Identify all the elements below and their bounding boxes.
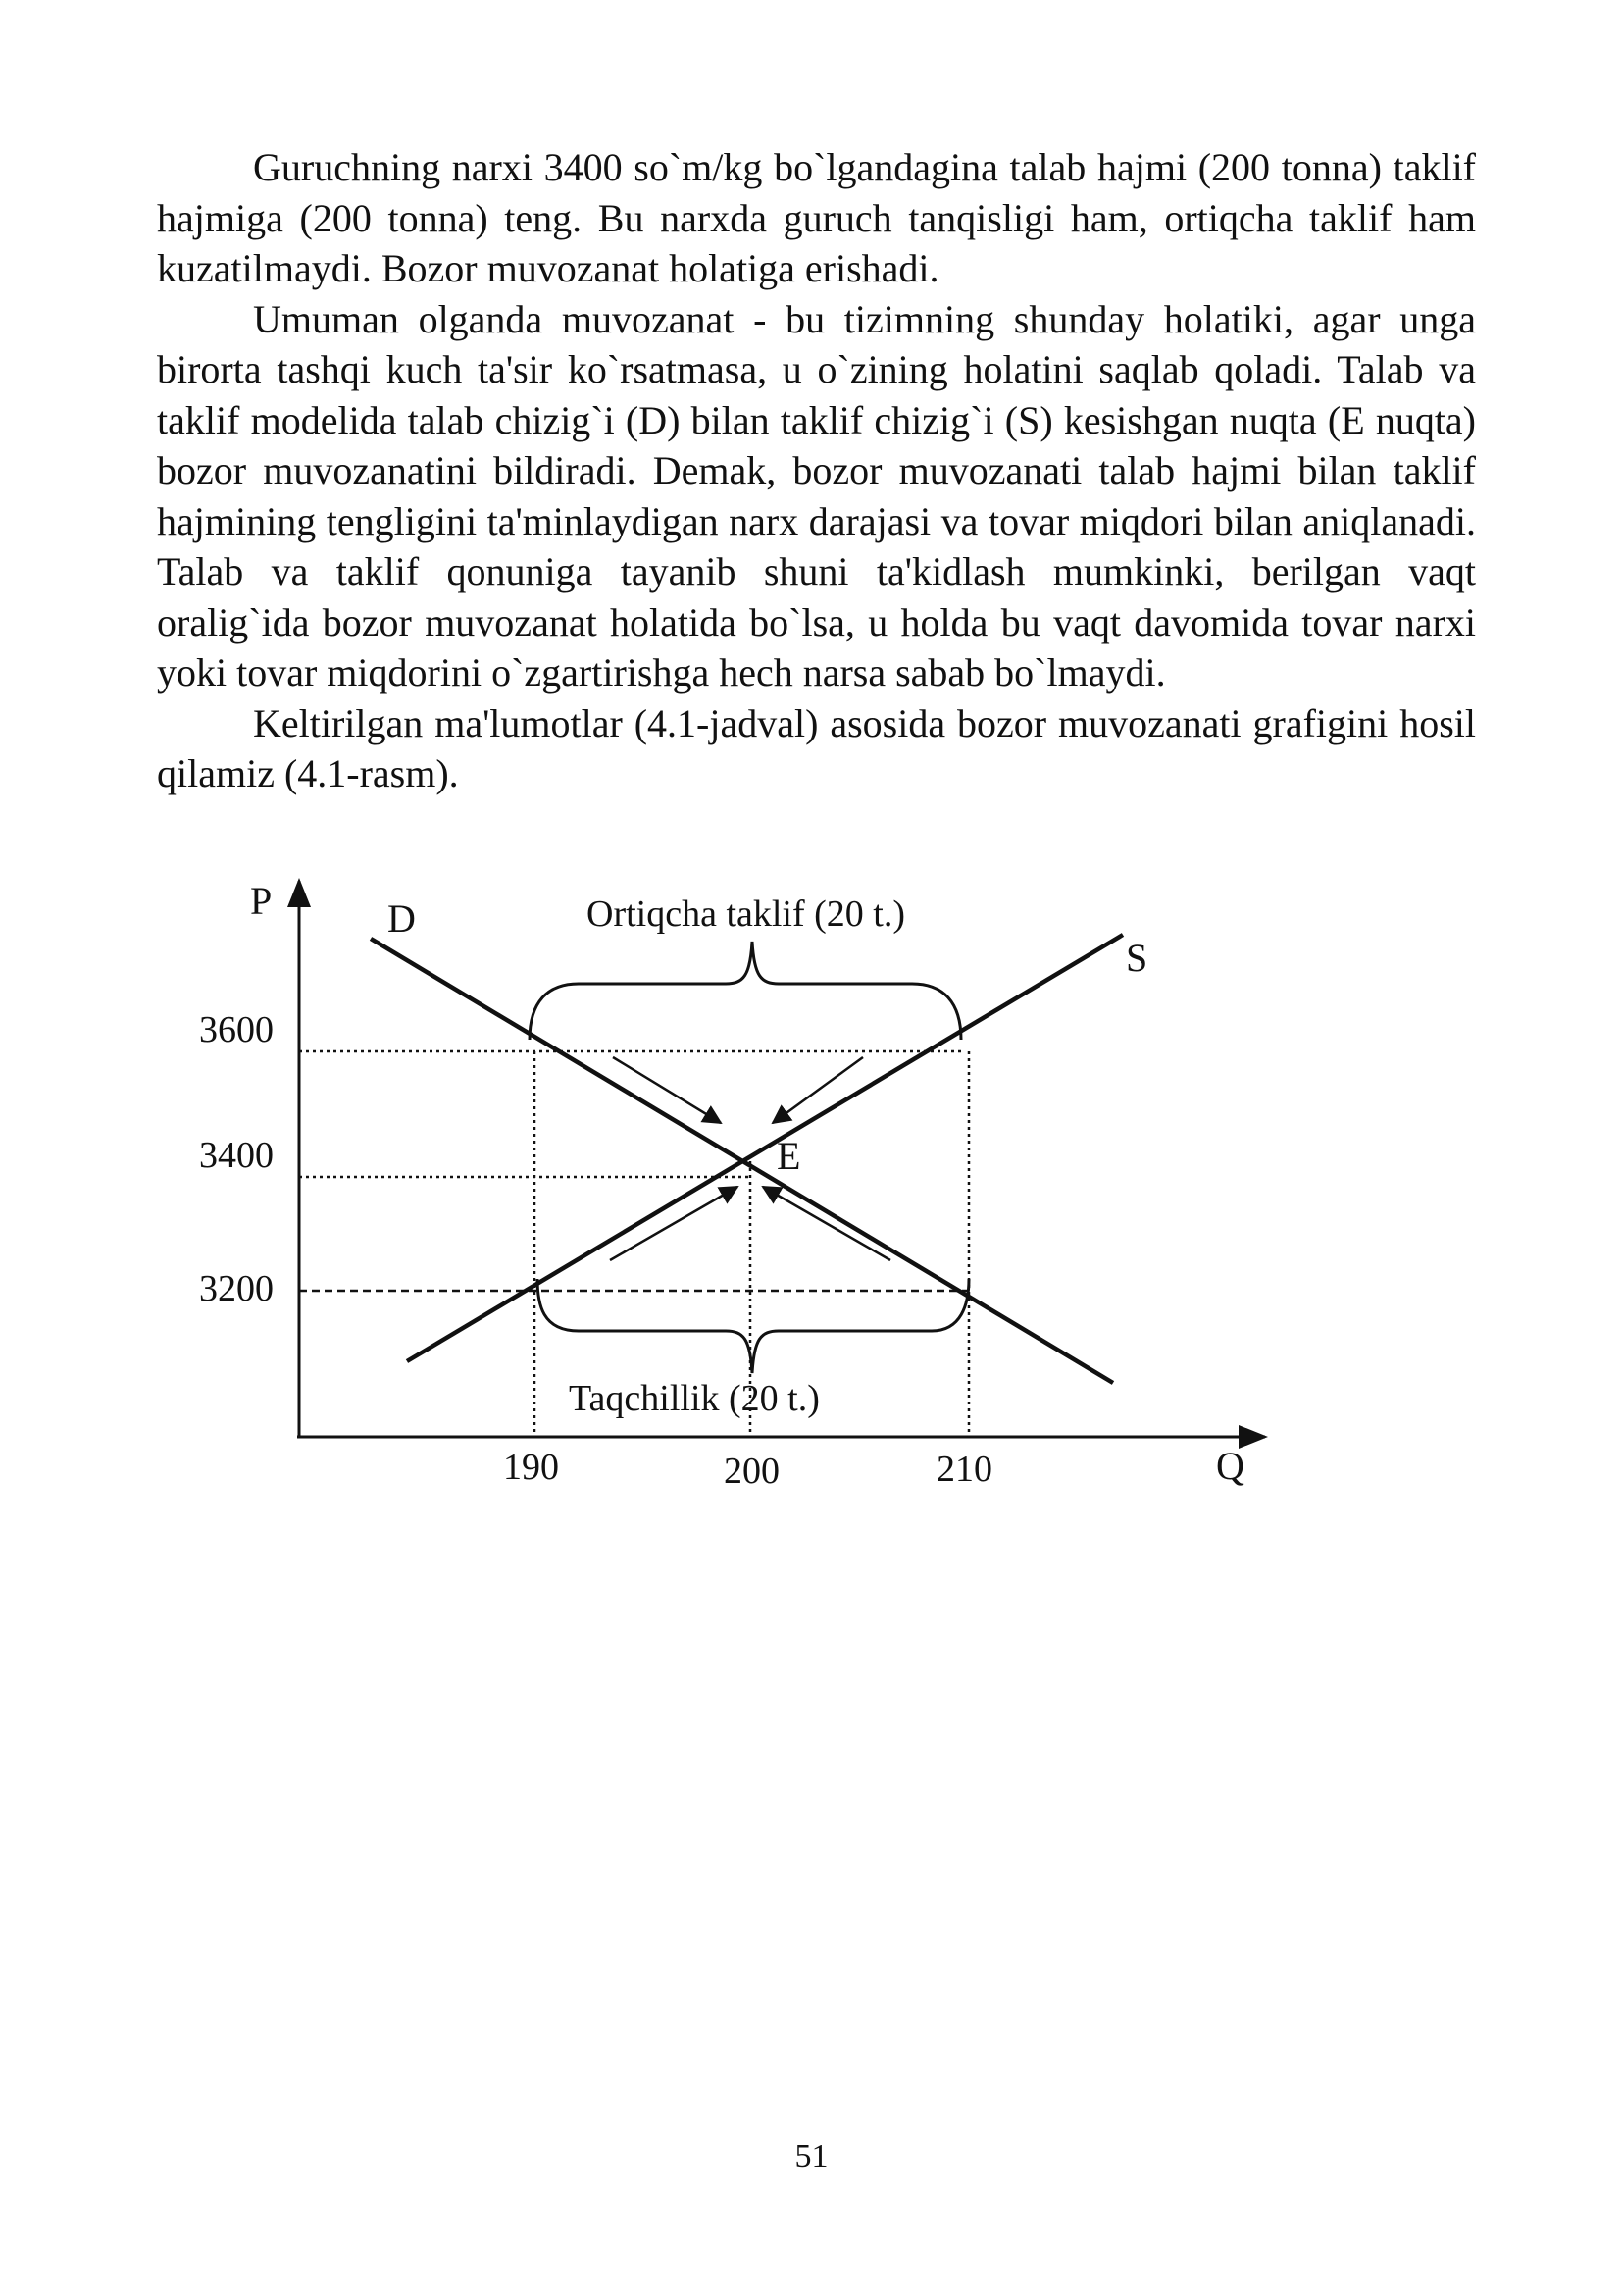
surplus-label: Ortiqcha taklif (20 t.) bbox=[586, 893, 906, 935]
axis-q-label: Q bbox=[1216, 1444, 1244, 1488]
quantity-tick-200: 200 bbox=[724, 1451, 780, 1492]
price-tick-3600: 3600 bbox=[199, 1009, 274, 1050]
arrow-upper-right bbox=[773, 1057, 863, 1123]
arrow-lower-left bbox=[610, 1187, 737, 1260]
paragraph-2: Umuman olganda muvozanat - bu tizimning shunday holatiki, agar unga birorta tashqi kuch ta'sir ko`rsatmasa, u o`zining holatini saqlab qoladi. Talab va taklif modelida talab chizig`i (D) bilan taklif chizig`i (S) kesishgan nuqta (E nuqta) bozor muvozanatini bildiradi. Demak, bozor muvozanati talab hajmi bilan taklif hajmining tengligini ta'minlaydigan narx darajasi va tovar miqdori bilan aniqlanadi. Talab va taklif qonuniga tayanib shuni ta'kidlash mumkinki, berilgan vaqt oralig`ida bozor muvozanat holatida bo`lsa, u holda bu vaqt davomida tovar narxi yoki tovar miqdorini o`zgartirishga hech narsa sabab bo`lmaydi. bbox=[157, 296, 1476, 694]
shortage-label: Taqchillik (20 t.) bbox=[569, 1378, 820, 1419]
surplus-brace bbox=[530, 942, 961, 1040]
price-tick-3200: 3200 bbox=[199, 1268, 274, 1309]
supply-label: S bbox=[1126, 936, 1148, 980]
page-number: 51 bbox=[794, 2138, 829, 2174]
arrow-lower-right bbox=[763, 1187, 890, 1260]
price-tick-3400: 3400 bbox=[199, 1135, 274, 1176]
arrow-upper-left bbox=[613, 1057, 721, 1123]
equilibrium-label: E bbox=[777, 1134, 801, 1178]
shortage-brace bbox=[537, 1279, 969, 1373]
demand-label: D bbox=[387, 896, 416, 941]
quantity-tick-190: 190 bbox=[503, 1447, 559, 1488]
paragraph-1: Guruchning narxi 3400 so`m/kg bo`lgandagina talab hajmi (200 tonna) taklif hajmiga (200 tonna) teng. Bu narxda guruch tanqisligi ham, ortiqcha taklif ham kuzatilmaydi. Bozor muvozanat holatiga erishadi. bbox=[157, 145, 1476, 290]
quantity-tick-210: 210 bbox=[937, 1449, 992, 1490]
axis-p-label: P bbox=[250, 879, 273, 923]
paragraph-3: Keltirilgan ma'lumotlar (4.1-jadval) asosida bozor muvozanati grafigini hosil qilamiz (4.1-rasm). bbox=[157, 700, 1476, 795]
supply-curve bbox=[407, 935, 1123, 1361]
